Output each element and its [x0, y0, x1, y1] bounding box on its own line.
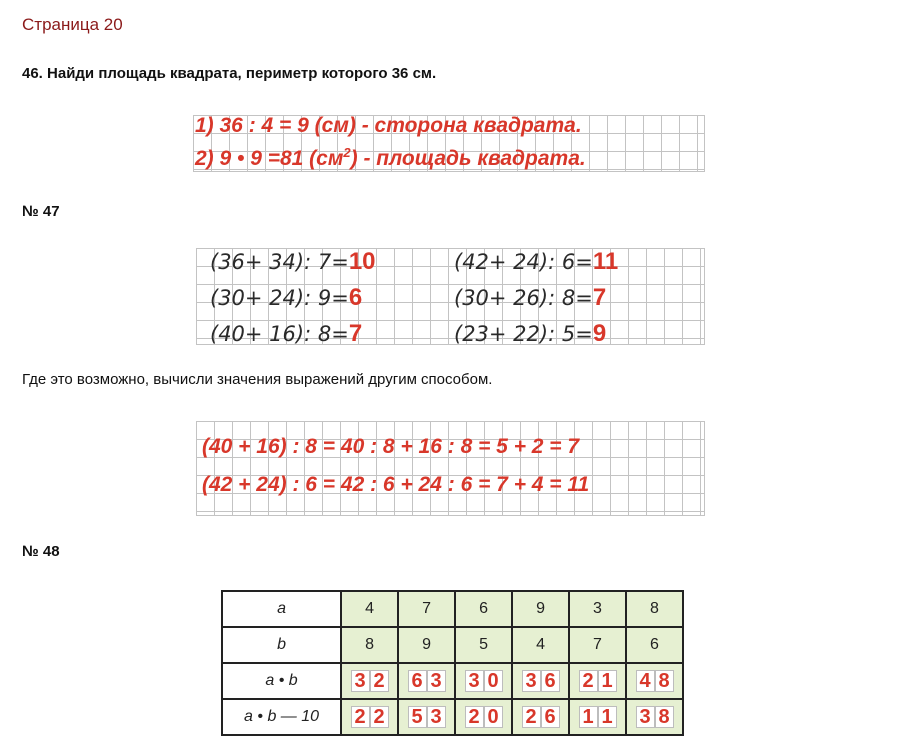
cell-b: 9	[398, 627, 455, 663]
expression-6: (23+ 22): 5=9	[454, 320, 607, 347]
cell-ab	[398, 663, 455, 699]
answer-4: 7	[592, 284, 607, 311]
task-46-line-2: 2) 9 • 9 =81 $(см^2)$ - площадь квадрата.	[195, 145, 586, 170]
task-47-heading: № 47	[22, 203, 60, 220]
digit: 5	[408, 706, 427, 728]
cell-ab-minus-10	[569, 699, 626, 735]
cell-b: 8	[341, 627, 398, 663]
digit: 2	[579, 670, 598, 692]
digit: 6	[541, 706, 560, 728]
expression-2: (42+ 24): 6=11	[454, 248, 619, 275]
digit: 3	[427, 670, 446, 692]
alt-line-2: (42 + 24) : 6 = 42 : 6 + 24 : 6 = 7 + 4 = 11	[202, 473, 590, 496]
digit: 2	[370, 670, 389, 692]
row-label-b: b	[222, 627, 341, 663]
row-label-ab: a • b	[222, 663, 341, 699]
digit: 8	[655, 706, 674, 728]
digit: 8	[655, 670, 674, 692]
digit: 1	[598, 706, 617, 728]
cell-ab	[626, 663, 683, 699]
answer-3: 6	[348, 284, 363, 311]
task-46-heading: 46. Найди площадь квадрата, периметр которого 36 см.	[22, 65, 437, 82]
answer-6: 9	[592, 320, 607, 347]
cell-ab	[341, 663, 398, 699]
digit: 6	[408, 670, 427, 692]
task-48-heading: № 48	[22, 543, 60, 560]
digit: 3	[351, 670, 370, 692]
table-row	[222, 663, 683, 699]
task-46-line-1: 1) 36 : 4 = 9 (см) - сторона квадрата.	[195, 114, 582, 137]
cell-ab-minus-10	[455, 699, 512, 735]
cell-ab-minus-10	[341, 699, 398, 735]
answer-1: 10	[348, 248, 376, 275]
cell-b: 4	[512, 627, 569, 663]
answer-5: 7	[348, 320, 363, 347]
table-row	[222, 699, 683, 735]
digit: 2	[522, 706, 541, 728]
expression-5: (40+ 16): 8=7	[210, 320, 363, 347]
task-48-table	[221, 590, 684, 736]
cell-a: 4	[341, 591, 398, 627]
cell-a: 3	[569, 591, 626, 627]
expression-3: (30+ 24): 9=6	[210, 284, 363, 311]
digit: 0	[484, 706, 503, 728]
page-label: Страница 20	[22, 15, 123, 34]
task-47-grid	[196, 248, 705, 345]
digit: 0	[484, 670, 503, 692]
alt-line-1: (40 + 16) : 8 = 40 : 8 + 16 : 8 = 5 + 2 = 7	[202, 435, 580, 458]
task-47-instruction: Где это возможно, вычисли значения выражений другим способом.	[22, 371, 493, 388]
digit: 2	[370, 706, 389, 728]
digit: 1	[579, 706, 598, 728]
task-47-alt-grid	[196, 421, 705, 516]
cell-a: 6	[455, 591, 512, 627]
table-row	[222, 591, 683, 627]
cell-b: 6	[626, 627, 683, 663]
cell-ab	[455, 663, 512, 699]
digit: 2	[351, 706, 370, 728]
digit: 6	[541, 670, 560, 692]
cell-b: 7	[569, 627, 626, 663]
cell-ab	[512, 663, 569, 699]
digit: 1	[598, 670, 617, 692]
digit: 3	[465, 670, 484, 692]
cell-ab-minus-10	[398, 699, 455, 735]
task-46-grid	[193, 115, 705, 172]
cell-ab	[569, 663, 626, 699]
cell-ab-minus-10	[626, 699, 683, 735]
digit: 3	[427, 706, 446, 728]
digit: 3	[522, 670, 541, 692]
row-label-a: a	[222, 591, 341, 627]
digit: 2	[465, 706, 484, 728]
cell-ab-minus-10	[512, 699, 569, 735]
expression-1: (36+ 34): 7=10	[210, 248, 376, 275]
row-label-ab-minus-10: a • b — 10	[222, 699, 341, 735]
digit: 4	[636, 670, 655, 692]
cell-b: 5	[455, 627, 512, 663]
expression-4: (30+ 26): 8=7	[454, 284, 607, 311]
digit: 3	[636, 706, 655, 728]
answer-2: 11	[592, 248, 619, 275]
table-row	[222, 627, 683, 663]
cell-a: 8	[626, 591, 683, 627]
cell-a: 7	[398, 591, 455, 627]
cell-a: 9	[512, 591, 569, 627]
